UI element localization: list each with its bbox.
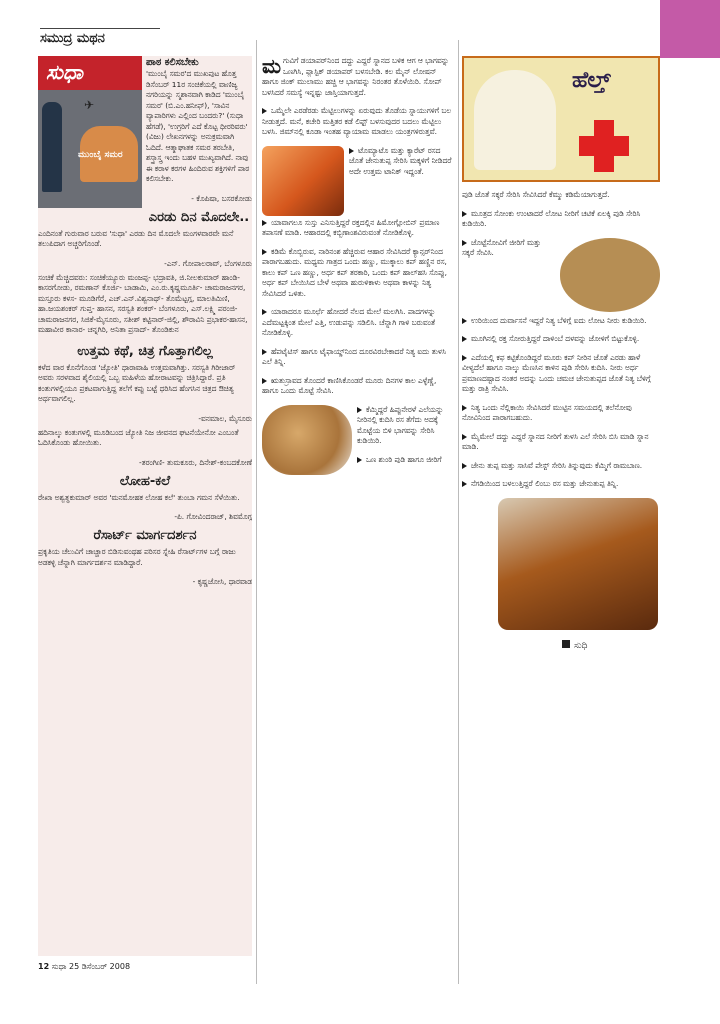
tip-text: ಮೂಗಿನಲ್ಲಿ ರಕ್ತ ಸೋರುತ್ತಿದ್ದರೆ ದಾಳಿಂಬೆ ದಳವನ್ನು ಜೋಳಿಗೆ ಬಿಟ್ಟುಕೊಳ್ಳಿ.: [471, 334, 640, 343]
letter-signature: -ತರಂಗಿಣಿ- ತುಮಕೂರು, ದಿನೇಶ್-ಕಂಬದಕೋಣೆ: [139, 457, 252, 467]
honey-jar-image: [498, 498, 658, 630]
letter-signature: -ಎನ್. ಗೋಪಾಲರಾವ್, ಬೆಂಗಳೂರು: [164, 258, 252, 268]
letter-body: 'ಮುಂಬೈ ಸಮರ'ದ ಮುಖಪುಟ ಹೊತ್ತ ಡಿಸೆಂಬರ್ 11ರ ಸಂಚಿಕೆಯಲ್ಲಿ ವಾಣಿಜ್ಯ ನಗರಿಯನ್ನು ಸ್ಮಶಾನವಾಗಿ ಕಾಡಿದ 'ಮುಂಬೈ ಸಮರ' (ಬಿ.ಎಂ.ಹನೀಫ್), 'ಸಾವಿನ ವ್ಯಾಪಾರಿಗಳು ಎಲ್ಲಿಂದ ಬಂದರು?' (ಸುಧಾ ಹೆಗಡೆ), 'ಉಗ್ರರಿಗೆ ಎದೆ ಕೊಟ್ಟ ಧೀರರಿವರು' (ವಿಜು) ಲೇಖನಗಳನ್ನು ಅನುಕ್ರಮವಾಗಿ ಓದಿದೆ. ಆತ್ಮಾಘಾತಕ ಸಮರ ತರಬೇತಿ, ಶಸ್ತ್ರಾಸ್ತ್ರ ಇಂದು ಬಹಳ ಮುಖ್ಯವಾಗಿದೆ. ನಾವು ಈ ಕರಾಳ ಕರಗಳ ಹಿಂದಿರುವ ಶಕ್ತಿಗಳಿಗೆ ಪಾಠ ಕಲಿಸಬೇಕು.: [146, 69, 250, 183]
tip-text: ಜೇನು ತುಪ್ಪ ಮತ್ತು ಸಾಸಿವೆ ಪೇಸ್ಟ್ ಸೇರಿಸಿ ತಿನ್ನುವುದು ಕೆಮ್ಮಿಗೆ ರಾಮಬಾಣ.: [471, 460, 643, 470]
tip-text: ಮೈಮೇಲೆ ದದ್ದು ಎದ್ದರೆ ಸ್ನಾನದ ನೀರಿಗೆ ತುಳಸಿ ಎಲೆ ಸೇರಿಸಿ ಬಿಸಿ ಮಾಡಿ ಸ್ನಾನ ಮಾಡಿ.: [462, 431, 649, 451]
letter-body: ರೇಖಾ ಅಶ್ವತ್ಥಕುಮಾರ್ ಅವರ 'ಮನಮೋಹಕ ಲೋಹ ಕಲೆ' ತುಂಬಾ ಗಮನ ಸೆಳೆಯಿತು.: [38, 492, 240, 502]
issue-info: ಸುಧಾ 25 ಡಿಸೆಂಬರ್ 2008: [51, 962, 131, 971]
tip-text: ಜೊಟ್ಟೆನೋವಿಗೆ ಜೀರಿಗೆ ಮತ್ತು ಸಕ್ಕರೆ ಸೇವಿಸಿ.: [462, 237, 541, 257]
section-title: ಸಮುದ್ರ ಮಥನ: [40, 28, 160, 46]
letter-heading: ಲೋಹ-ಕಲೆ: [119, 473, 171, 489]
drop-cap: ಮ: [262, 56, 282, 78]
tip-text: ಎದೆಯಲ್ಲಿ ಕಫ ಕಟ್ಟಿಕೊಂಡಿದ್ದರೆ ಮೂರು ಕಪ್ ನೀರಿನ ಜೊತೆ ಎರಡು ಹಾಳೆ ವೀಳ್ಯದೆಲೆ ಹಾಗೂ ನಾಲ್ಕು ಮೆಣಸಿನ ಕಾಳಿನ ಪುಡಿ ಸೇರಿಸಿ ಕುದಿಸಿ. ನೀರು ಅರ್ಧ ಪ್ರಮಾಣದಷ್ಟಾದ ನಂತರ ಅದನ್ನು ಒಂದು ಚಮಚ ಜೇನುತುಪ್ಪದ ಜೊತೆ ನಿತ್ಯ ಬೆಳಿಗ್ಗೆ ಮತ್ತು ರಾತ್ರಿ ಸೇವಿಸಿ.: [462, 352, 651, 393]
end-mark-icon: [562, 640, 570, 648]
tip-text: ಟೊಮ್ಯಾಟೊ ಮತ್ತು ಕ್ಯಾರೆಟ್ ರಸದ ಜೊತೆ ಜೇನುತುಪ್ಪ ಸೇರಿಸಿ ಮಕ್ಕಳಿಗೆ ನೀಡಿದರೆ ಅದೇ ಉತ್ತಮ ಟಾನಿಕ್ ಇದ್ದಂತೆ.: [349, 145, 452, 176]
tip-text: ಕೆಮ್ಮಿದ್ದರೆ ಹಿಪ್ಪುನೇರಳೆ ಎಲೆಯನ್ನು ನೀರಿನಲ್ಲಿ ಕುದಿಸಿ ರಸ ತೆಗೆದು ಅದಕ್ಕೆ ಮೊಟ್ಟೆಯ ಬಿಳಿ ಭಾಗವನ್ನು ಸೇರಿಸಿ ಕುಡಿಯಿರಿ.: [357, 404, 444, 445]
bullet-icon: [262, 249, 267, 255]
letter-heading: ರೆಸಾರ್ಟ್ ಮಾರ್ಗದರ್ಶನ: [93, 528, 197, 543]
tip-text: ನೆಗಡಿಯಿಂದ ಬಳಲುತ್ತಿದ್ದರೆ ಲಿಂಬು ರಸ ಮತ್ತು ಜೇನುತುಪ್ಪ ತಿನ್ನಿ.: [471, 479, 619, 488]
letter-body: ಹದಿನಾಲ್ಕು ಕಂತುಗಳಲ್ಲಿ ಮೂಡಿಬಂದ ಜ್ಯೋತಿ ನಿಜ ಜೀವನದ ಘಟನೆಯೇನೋ ಎಂಬಂತೆ ಓದಿಸಿಕೊಂಡು ಹೋಯಿತು.: [38, 427, 239, 447]
cover-caption: ಮುಂಬೈ ಸಮರ: [78, 150, 123, 160]
bullet-icon: [349, 148, 354, 154]
helicopter-icon: ✈: [84, 98, 95, 112]
author-byline: ಸುಧಿ: [574, 640, 588, 651]
bullet-icon: [262, 309, 267, 315]
letter-signature: -ಪಿ. ಗೋವಿಂದರಾಜ್, ಶಿವಮೊಗ್ಗ: [174, 512, 252, 521]
letter-signature: -ವನಮಾಲ, ಮೈಸೂರು: [198, 413, 252, 423]
column-divider: [458, 40, 459, 984]
letters-column: [38, 56, 252, 956]
bullet-icon: [462, 211, 467, 217]
letter-heading: ಉತ್ತಮ ಕಥೆ, ಚಿತ್ರ ಗೊತ್ತಾಗಲಿಲ್ಲ: [77, 343, 213, 359]
health-column: [462, 56, 660, 956]
page-footer: [38, 962, 130, 972]
tip-text: ಋತುಸ್ರಾವದ ತೊಂದರೆ ಕಾಣಿಸಿಕೊಂಡರೆ ಮೂರು ದಿನಗಳ ಕಾಲ ಎಳ್ಳೆಣ್ಣೆ, ಹಾಗೂ ಒಂದು ಮೊಟ್ಟೆ ಸೇವಿಸಿ.: [262, 375, 437, 395]
letter-heading: ಪಾಠ ಕಲಿಸಬೇಕು: [146, 57, 199, 68]
bullet-icon: [357, 457, 362, 463]
bullet-icon: [262, 349, 267, 355]
section-color-tab: [660, 0, 720, 58]
ginger-image: [262, 405, 352, 475]
letter-body: ಎಂದಿನಂತೆ ಗುರುವಾರ ಬರುವ 'ಸುಧಾ' ಎರಡು ದಿನ ಮೊದಲೇ ಮಂಗಳವಾರವೇ ಮನೆ ತಲುಪಿದಾಗ ಅಚ್ಚರಿಗೊಂಡೆ.: [38, 228, 234, 248]
letter-body: ಕಳೆದ ವಾರ ಕೊನೆಗೊಂಡ 'ಜ್ಯೋತಿ' ಧಾರಾವಾಹಿ ಉತ್ತಮವಾಗಿತ್ತು. ಸರಸ್ವತಿ ಗಿರೀಜಾರ್ ಅವರು ಸರಳವಾದ ಶೈಲಿಯಲ್ಲಿ ಒಬ್ಬ ಮಹಿಳೆಯ ಹೋರಾಟವನ್ನು ಚಿತ್ರಿಸಿದ್ದಾರೆ. ಪ್ರತಿ ಕಂತುಗಳಲ್ಲಿಯೂ ಪ್ರಕಟವಾಗುತ್ತಿದ್ದ ತಲೆಗೆ ಕಪ್ಪು ಬಟ್ಟೆ ಧರಿಸಿದ ಹೆಂಗಸಿನ ಚಿತ್ರದ ಔಚಿತ್ಯ ಅರ್ಥವಾಗಲಿಲ್ಲ.: [38, 362, 236, 403]
tip-text: ಕಡಿಮೆ ಕೊಬ್ಬಿರುವ, ನಾರಿನಂಶ ಹೆಚ್ಚಿರುವ ಆಹಾರ ಸೇವಿಸಿದರೆ ಕ್ಯಾನ್ಸರ್‌ನಿಂದ ಪಾರಾಗಬಹುದು. ಮಧ್ಯಮ ಗಾತ್ರದ ಒಂದು ಹಣ್ಣು, ಮುಕ್ಕಾಲು ಕಪ್ ಹಣ್ಣಿನ ರಸ, ಕಾಲು ಕಪ್ ಒಣ ಹಣ್ಣು, ಅರ್ಧ ಕಪ್ ತರಕಾರಿ, ಒಂದು ಕಪ್ ಹಾಲ್‌ಹಸಿ ಸೊಪ್ಪು, ಅರ್ಧ ಕಪ್ ಬೇಯಿಸಿದ ಬೇಳೆ ಅಥವಾ ಹುರುಳಿಕಾಳು ಅಥವಾ ಕಾಳನ್ನು ನಿತ್ಯ ಸೇವಿಸಿದರೆ ಒಳಿತು.: [262, 246, 447, 298]
letter-body: ಸಂಚಿಕೆ ಮೆಚ್ಚಿದವರು: ಸಂಚಿಕೆಯ್ಯೂರು ಮಂಜಪ್ಪ- ಭದ್ರಾವತಿ, ಜಿ.ನೀಲಕುಮಾರ್ ಹಾಂಡಿ-ಕಾಸರಗೋಡು, ರಮಣಾನ್ ಕೊರ್ಜಿ- ಬಾಡಾಮಿ, ಎಂ.ರು.ಕೃಷ್ಣಮೂರ್ತಿ- ಚಾಮರಾಜನಗರ, ಮಸ್ತೂರು ಕಳಸ- ಮೂಡಿಗೆರೆ, ಎಚ್.ಎನ್.ವಿಶ್ವನಾಥ್- ತೊಮೆಟ್ಟಗ್ಗ, ಮಾಲತಿಮಿಣಿ, ಹಾ.ಜಯಶಂಕರ್ ಗುಪ್ತ- ಹಾಸನ, ಸರಸ್ವತಿ ಶಂಕರ್- ಬೆಂಗಳೂರು, ಎಸ್.ಲಕ್ಷ್ಮಿ ಪರಂಜಿ- ಚಾಮರಾಜನಗರ, ಸಿಜಿಕೆ-ಮೈಸೂರು, ಸತೀಶ್ ಕಟ್ಟಿನಾರ್-ಜಿಲ್ಲಿ, ಶೌರಾವಿನಿ ಪ್ರಭಾಕರ-ಹಾಸನ, ಮಹಾವೀರ ಕಾನಾರ- ಚನ್ನಗಿರಿ, ಅನಿತಾ ಪ್ರಸಾದ್- ತೊಂಡಿಕುನ: [38, 272, 248, 334]
health-banner: [462, 56, 660, 182]
tip-text: ಮೂತ್ರದ ಸೋಂಕು ಉಂಟಾದರೆ ಲೋಟ ನೀರಿಗೆ ಚಟಿಕೆ ಏಲಕ್ಕಿ ಪುಡಿ ಸೇರಿಸಿ ಕುಡಿಯಿರಿ.: [462, 208, 641, 228]
bullet-icon: [462, 463, 467, 469]
bullet-icon: [262, 108, 267, 114]
tip-text: ಯಾರಾದರೂ ಮೂರ್ಛೆ ಹೋದರೆ ನೆಲದ ಮೇಲೆ ಮಲಗಿಸಿ. ಪಾದಗಳನ್ನು ಎದೆಮಟ್ಟಕ್ಕಿಂತ ಮೇಲೆ ಎತ್ತಿ, ಉಡುಪನ್ನು ಸಡಿಲಿಸಿ. ಚೆನ್ನಾಗಿ ಗಾಳಿ ಬರುವಂತೆ ನೋಡಿಕೊಳ್ಳಿ.: [262, 307, 436, 337]
cover-logo: ಸುಧಾ: [46, 60, 83, 84]
bullet-icon: [462, 240, 467, 246]
bullet-icon: [462, 434, 467, 440]
bullet-icon: [462, 318, 467, 324]
health-title: ಹೆಲ್ತ್: [572, 68, 611, 93]
magazine-cover-image: [38, 56, 142, 208]
soldier-figure: [42, 102, 62, 192]
health-tips-column: [262, 56, 454, 956]
doctor-illustration: [474, 70, 556, 170]
tip-text: ಉರಿಯಿಂದ ದುರ್ವಾಸನೆ ಇದ್ದರೆ ನಿತ್ಯ ಬೆಳಿಗ್ಗೆ ಐದು ಲೋಟ ನೀರು ಕುಡಿಯಿರಿ.: [471, 315, 647, 325]
letter-heading: ಎರಡು ದಿನ ಮೊದಲೇ..: [148, 209, 250, 225]
page-number: 12: [38, 962, 50, 971]
bullet-icon: [357, 407, 362, 413]
bullet-icon: [462, 336, 467, 342]
tip-text: ಹೆಪಟೈಟಿಸ್ ಹಾಗೂ ಟೈಫಾಯ್ಡ್‌ನಿಂದ ದೂರವಿರಬೇಕಾದರೆ ನಿತ್ಯ ಐದು ತುಳಸಿ ಎಲೆ ತಿನ್ನಿ.: [262, 346, 446, 366]
carrots-image: [262, 146, 344, 216]
intro-text: ಗುವಿಗೆ ಡಯಾಪರ್‌ನಿಂದ ದದ್ದು ಎದ್ದರೆ ಸ್ನಾನದ ಬಳಿಕ ಆಗ ಆ ಭಾಗವನ್ನು ಒಣಗಿಸಿ, ಪ್ಲಾಸ್ಟಿಕ್ ಡಯಾಪರ್ ಬಳಸಬೇಡಿ. ಕಲ ಮೈನ್ ಲೋಷನ್ ಹಾಗೂ ಜಿಂಕ್ ಮುಲಾಮು ಹಚ್ಚಿ ಆ ಭಾಗವನ್ನು ನಿರಂತರ ತೊಳೆಯಿರಿ. ಸೋಪ್ ಬಳಸಿದರೆ ಸಮಸ್ಯೆ ಇನ್ನಷ್ಟು ಜಾಸ್ತಿಯಾಗುತ್ತದೆ.: [262, 56, 450, 97]
letter-signature: - ಕೃಷ್ಣಜೋಸಿ, ಧಾರವಾಡ: [192, 577, 252, 586]
letter-signature: - ಕೊಪಿಷಾ, ಬಸರಕೋಡು: [191, 193, 252, 203]
intro-text: ಪುಡಿ ಜೊತೆ ಸಕ್ಕರೆ ಸೇರಿಸಿ ಸೇವಿಸಿದರೆ ಕೆಮ್ಮು ಕಡಿಮೆಯಾಗುತ್ತದೆ.: [462, 190, 610, 199]
bullet-icon: [462, 481, 467, 487]
bullet-icon: [462, 355, 467, 361]
bullet-icon: [262, 378, 267, 384]
tip-text: ನಿತ್ಯ ಒಂದು ನೆಲ್ಲಿಕಾಯಿ ಸೇವಿಸಿದರೆ ಮುಟ್ಟಿನ ಸಮಯದಲ್ಲಿ ತಲೆನೋವು ನೋವಿನಿಂದ ಪಾರಾಗಬಹುದು.: [462, 402, 632, 422]
tip-text: ಒಮ್ಮೆಲೇ ಎರಡೆರಡು ಮೆಟ್ಟಿಲುಗಳನ್ನು ಏರುವುದು ತೊಡೆಯ ಸ್ನಾಯುಗಳಿಗೆ ಬಲ ನೀಡುತ್ತದೆ. ಮನೆ, ಕಚೇರಿ ಮತ್ತಿತರ ಕಡೆ ಲಿಫ್ಟ್ ಬಳಸುವುದರ ಬದಲು ಮೆಟ್ಟಿಲು ಬಳಸಿ. ಜಿಮ್‌ನಲ್ಲಿ ಕೂಡಾ ಇಂತಹ ವ್ಯಾಯಾಮ ಮಾಡಲು ಯಂತ್ರಗಳಿರುತ್ತವೆ.: [262, 106, 452, 136]
letter-body: ಪ್ರಕೃತಿಯ ಚೆಲುವಿಗೆ ಚಾಚ್ಚಾರ ಬಿಡಿಸುವಂಥಹ ಪರಿಸರ ಸ್ನೇಹಿ ರೆಸಾರ್ಟ್‌ಗಳ ಬಗ್ಗೆ ರಾಜು ಅಡಕಳ್ಳಿ ಚೆನ್ನಾಗಿ ಮಾರ್ಗದರ್ಶನ ಮಾಡಿದ್ದಾರೆ.: [38, 547, 236, 567]
tip-text: ಒಣ ಶುಂಠಿ ಪುಡಿ ಹಾಗೂ ಜೀರಿಗೆ: [366, 454, 442, 464]
bullet-icon: [462, 405, 467, 411]
cumin-bowl-image: [560, 238, 660, 312]
column-divider: [256, 40, 257, 984]
tip-text: ಯಾವಾಗಲೂ ಸುಸ್ತು ಎನಿಸುತ್ತಿದ್ದರೆ ರಕ್ತದಲ್ಲಿನ ಹಿಮೋಗ್ಲೋಬಿನ್ ಪ್ರಮಾಣ ತಪಾಸಣೆ ಮಾಡಿ. ಆಹಾರದಲ್ಲಿ ಕಬ್ಬಿಣಾಂಶವಿರುವಂತೆ ನೋಡಿಕೊಳ್ಳಿ.: [262, 217, 440, 237]
bullet-icon: [262, 220, 267, 226]
